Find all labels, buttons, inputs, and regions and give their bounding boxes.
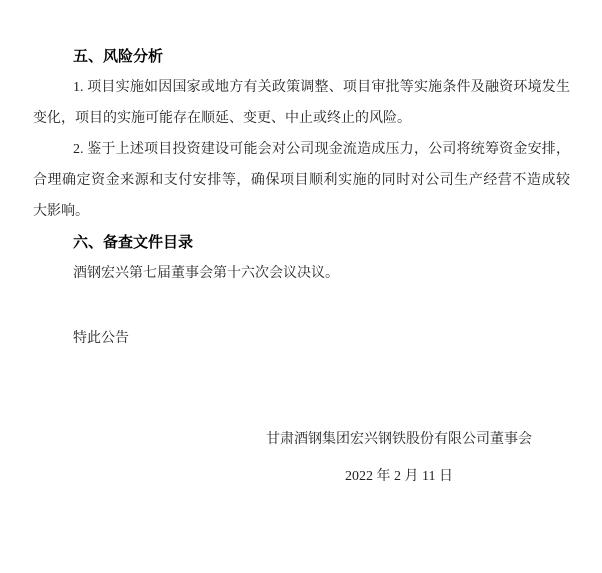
signature-company-name: 甘肃酒钢集团宏兴钢铁股份有限公司董事会 bbox=[266, 432, 532, 447]
closing-statement: 特此公告 bbox=[73, 331, 129, 346]
risk-paragraph-2-line-1: 2. 鉴于上述项目投资建设可能会对公司现金流造成压力，公司将统筹资金安排， bbox=[73, 142, 570, 157]
risk-paragraph-1-line-1: 1. 项目实施如因国家或地方有关政策调整、项目审批等实施条件及融资环境发生 bbox=[73, 80, 570, 95]
section-heading-risk-analysis: 五、风险分析 bbox=[73, 48, 164, 65]
risk-paragraph-2-line-2: 合理确定资金来源和支付安排等，确保项目顺利实施的同时对公司生产经营不造成较 bbox=[33, 173, 570, 188]
risk-paragraph-2-line-3: 大影响。 bbox=[33, 204, 89, 219]
reference-documents-line: 酒钢宏兴第七届董事会第十六次会议决议。 bbox=[73, 266, 339, 281]
risk-paragraph-1-line-2: 变化，项目的实施可能存在顺延、变更、中止或终止的风险。 bbox=[33, 111, 411, 126]
section-heading-reference-documents: 六、备查文件目录 bbox=[73, 234, 194, 251]
signature-date: 2022 年 2 月 11 日 bbox=[345, 469, 453, 484]
signature-block bbox=[266, 424, 532, 492]
